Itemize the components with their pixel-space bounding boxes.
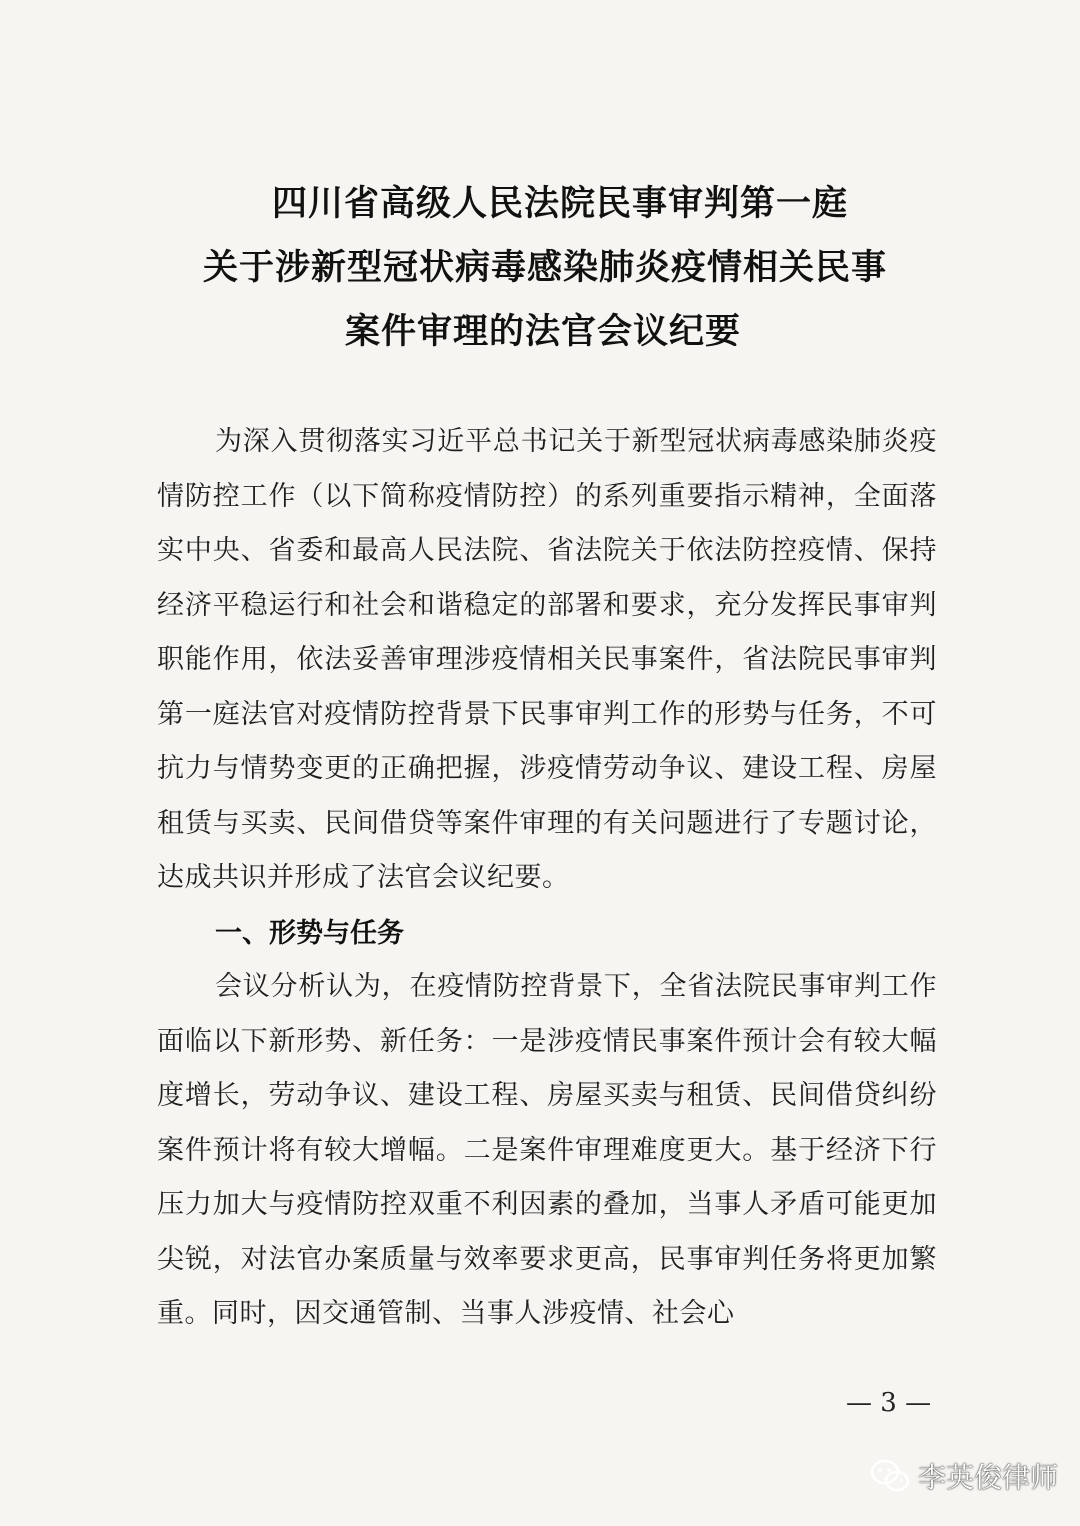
wechat-icon — [870, 1459, 910, 1493]
page-number: — 3 — — [846, 1388, 932, 1418]
title-line-1: 四川省高级人民法院民事审判第一庭 — [271, 184, 848, 224]
section-heading: 一、形势与任务 — [215, 918, 404, 949]
body-paragraph-2-container — [157, 960, 937, 1342]
watermark-text: 李英俊律师 — [918, 1461, 1059, 1494]
body-paragraph-1-container — [157, 415, 937, 906]
body-paragraph-1: 为深入贯彻落实习近平总书记关于新型冠状病毒感染肺炎疫情防控工作（以下简称疫情防控）的系列重要指示精神，全面落实中央、省委和最高人民法院、省法院关于依法防控疫情、保持经济平稳运行和社会和谐稳定的部署和要求，充分发挥民事审判职能作用，依法妥善审理涉疫情相关民事案件，省法院民事审判第一庭法官对疫情防控背景下民事审判工作的形势与任务，不可抗力与情势变更的正确把握，涉疫情劳动争议、建设工程、房屋租赁与买卖、民间借贷等案件审理的有关问题进行了专题讨论，达成共识并形成了法官会议纪要。 — [157, 426, 937, 893]
body-paragraph-2: 会议分析认为，在疫情防控背景下，全省法院民事审判工作面临以下新形势、新任务：一是涉疫情民事案件预计会有较大幅度增长，劳动争议、建设工程、房屋买卖与租赁、民间借贷纠纷案件预计将有较大增幅。二是案件审理难度更大。基于经济下行压力加大与疫情防控双重不利因素的叠加，当事人矛盾可能更加尖锐，对法官办案质量与效率要求更高，民事审判任务将更加繁重。同时，因交通管制、当事人涉疫情、社会心 — [157, 971, 937, 1329]
watermark — [870, 1456, 1058, 1496]
title-line-2: 关于涉新型冠状病毒感染肺炎疫情相关民事 — [202, 248, 887, 288]
document-title — [0, 172, 1080, 364]
title-line-3: 案件审理的法官会议纪要 — [344, 312, 741, 352]
